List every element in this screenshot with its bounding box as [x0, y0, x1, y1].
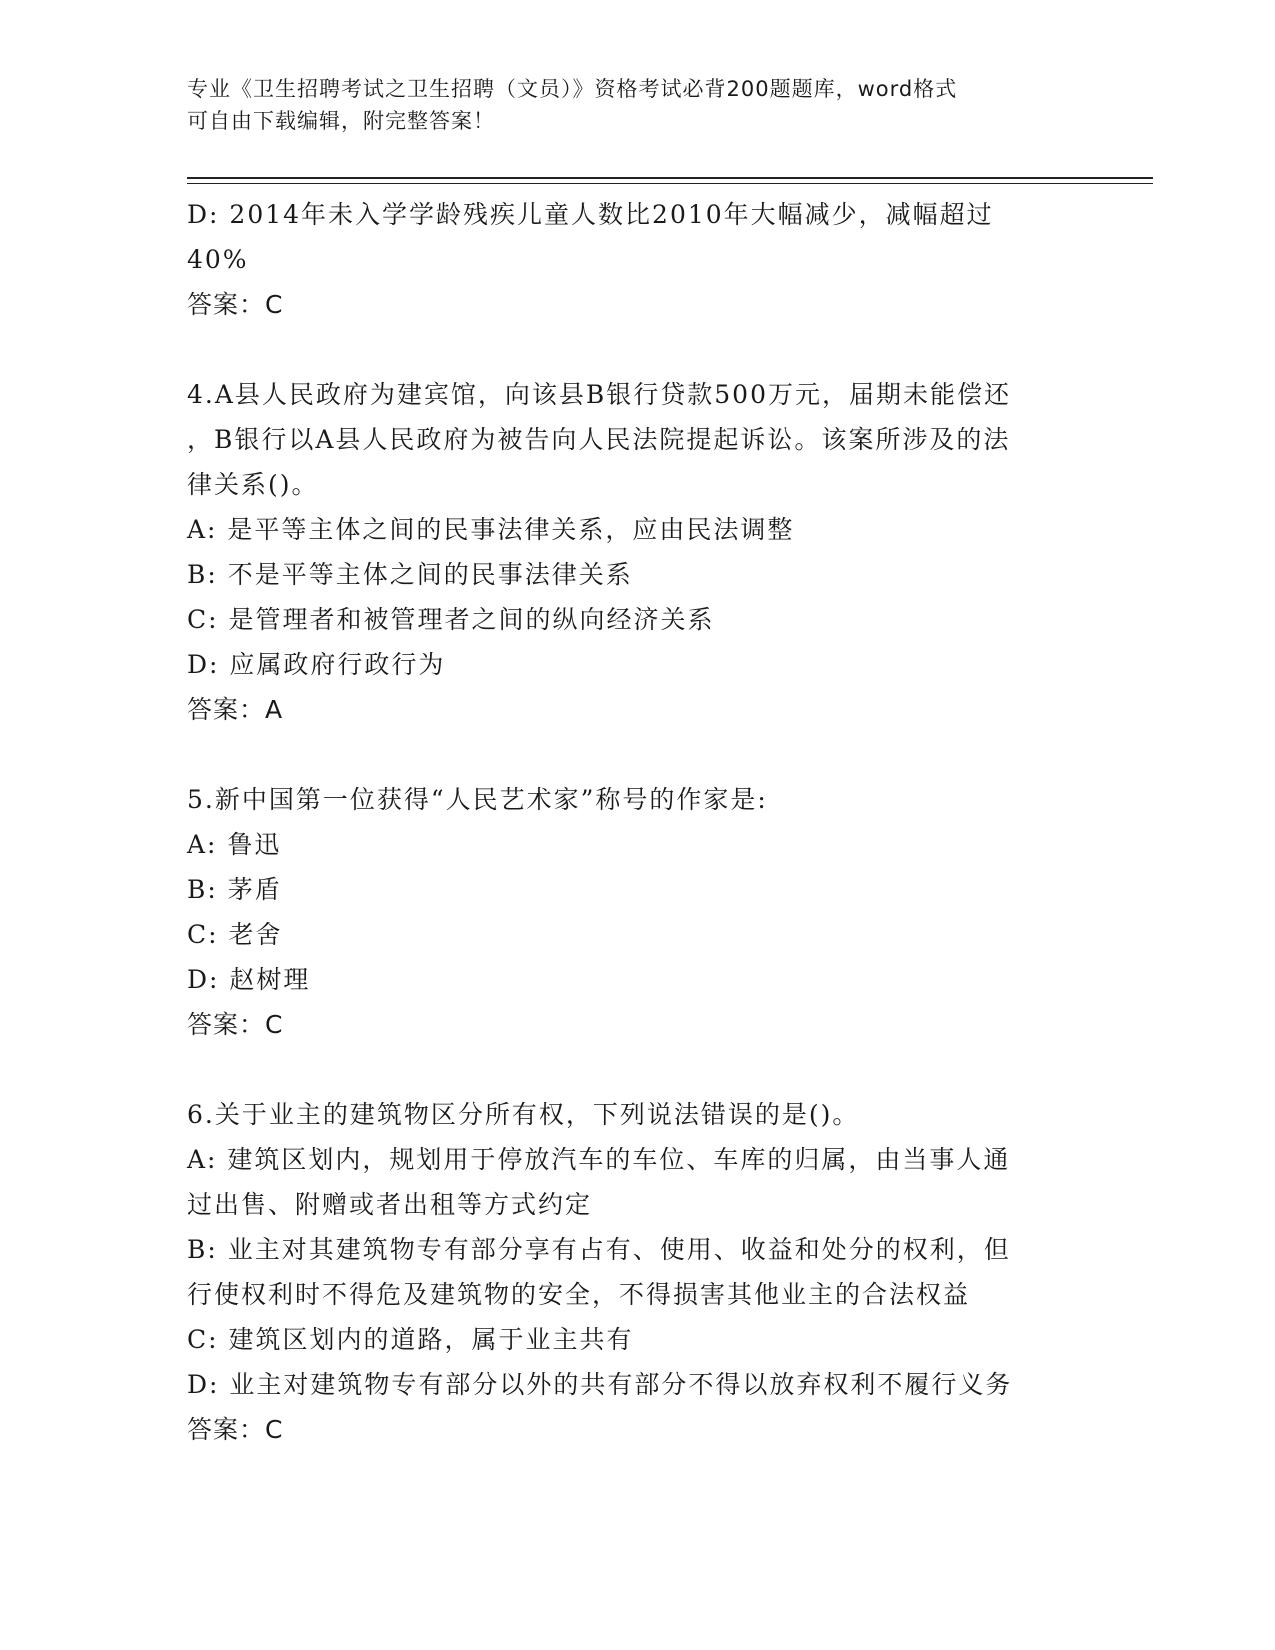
q5-stem: 5.新中国第一位获得“人民艺术家”称号的作家是:: [187, 785, 768, 814]
spacer: [187, 327, 1087, 372]
q5-option-b: B: 茅盾: [187, 875, 282, 904]
q6-option-b-line-1: B: 业主对其建筑物专有部分享有占有、使用、收益和处分的权利，但: [187, 1235, 1011, 1264]
q4-stem-line-2: ，B银行以A县人民政府为被告向人民法院提起诉讼。该案所涉及的法: [187, 425, 1011, 454]
q4-option-a: A: 是平等主体之间的民事法律关系，应由民法调整: [187, 515, 795, 544]
q5-answer: 答案：C: [187, 1010, 284, 1039]
q6-option-a-line-2: 过出售、附赠或者出租等方式约定: [187, 1190, 593, 1219]
q6-stem: 6.关于业主的建筑物区分所有权，下列说法错误的是()。: [187, 1100, 860, 1129]
question-6: [187, 1092, 1087, 1452]
q6-option-a-line-1: A: 建筑区划内，规划用于停放汽车的车位、车库的归属，由当事人通: [187, 1145, 1011, 1174]
q5-option-c: C: 老舍: [187, 920, 283, 949]
spacer: [187, 1047, 1087, 1092]
question-3-tail: [187, 192, 1087, 327]
page-header: [187, 73, 1087, 137]
question-content: [187, 192, 1087, 1452]
q3-answer: 答案：C: [187, 290, 284, 319]
q4-option-c: C: 是管理者和被管理者之间的纵向经济关系: [187, 605, 715, 634]
question-4: [187, 372, 1087, 732]
q6-answer: 答案：C: [187, 1415, 284, 1444]
q3-option-d-line-2: 40%: [187, 245, 249, 274]
q4-stem-line-3: 律关系()。: [187, 470, 319, 499]
q6-option-d: D: 业主对建筑物专有部分以外的共有部分不得以放弃权利不履行义务: [187, 1370, 1013, 1399]
q3-option-d-line-1: D: 2014年未入学学龄残疾儿童人数比2010年大幅减少，减幅超过: [187, 200, 994, 229]
header-title-line-1: 专业《卫生招聘考试之卫生招聘（文员）》资格考试必背200题题库，word格式: [187, 77, 958, 101]
q6-option-b-line-2: 行使权利时不得危及建筑物的安全，不得损害其他业主的合法权益: [187, 1280, 971, 1309]
q4-option-b: B: 不是平等主体之间的民事法律关系: [187, 560, 633, 589]
question-5: [187, 777, 1087, 1047]
q6-option-c: C: 建筑区划内的道路，属于业主共有: [187, 1325, 634, 1354]
q4-stem-line-1: 4.A县人民政府为建宾馆，向该县B银行贷款500万元，届期未能偿还: [187, 380, 1011, 409]
header-divider-thin: [187, 183, 1153, 184]
header-title-line-2: 可自由下载编辑，附完整答案！: [187, 109, 495, 133]
header-divider-thick: [187, 177, 1153, 179]
q5-option-a: A: 鲁迅: [187, 830, 282, 859]
q5-option-d: D: 赵树理: [187, 965, 311, 994]
spacer: [187, 732, 1087, 777]
q4-option-d: D: 应属政府行政行为: [187, 650, 446, 679]
q4-answer: 答案：A: [187, 695, 284, 724]
